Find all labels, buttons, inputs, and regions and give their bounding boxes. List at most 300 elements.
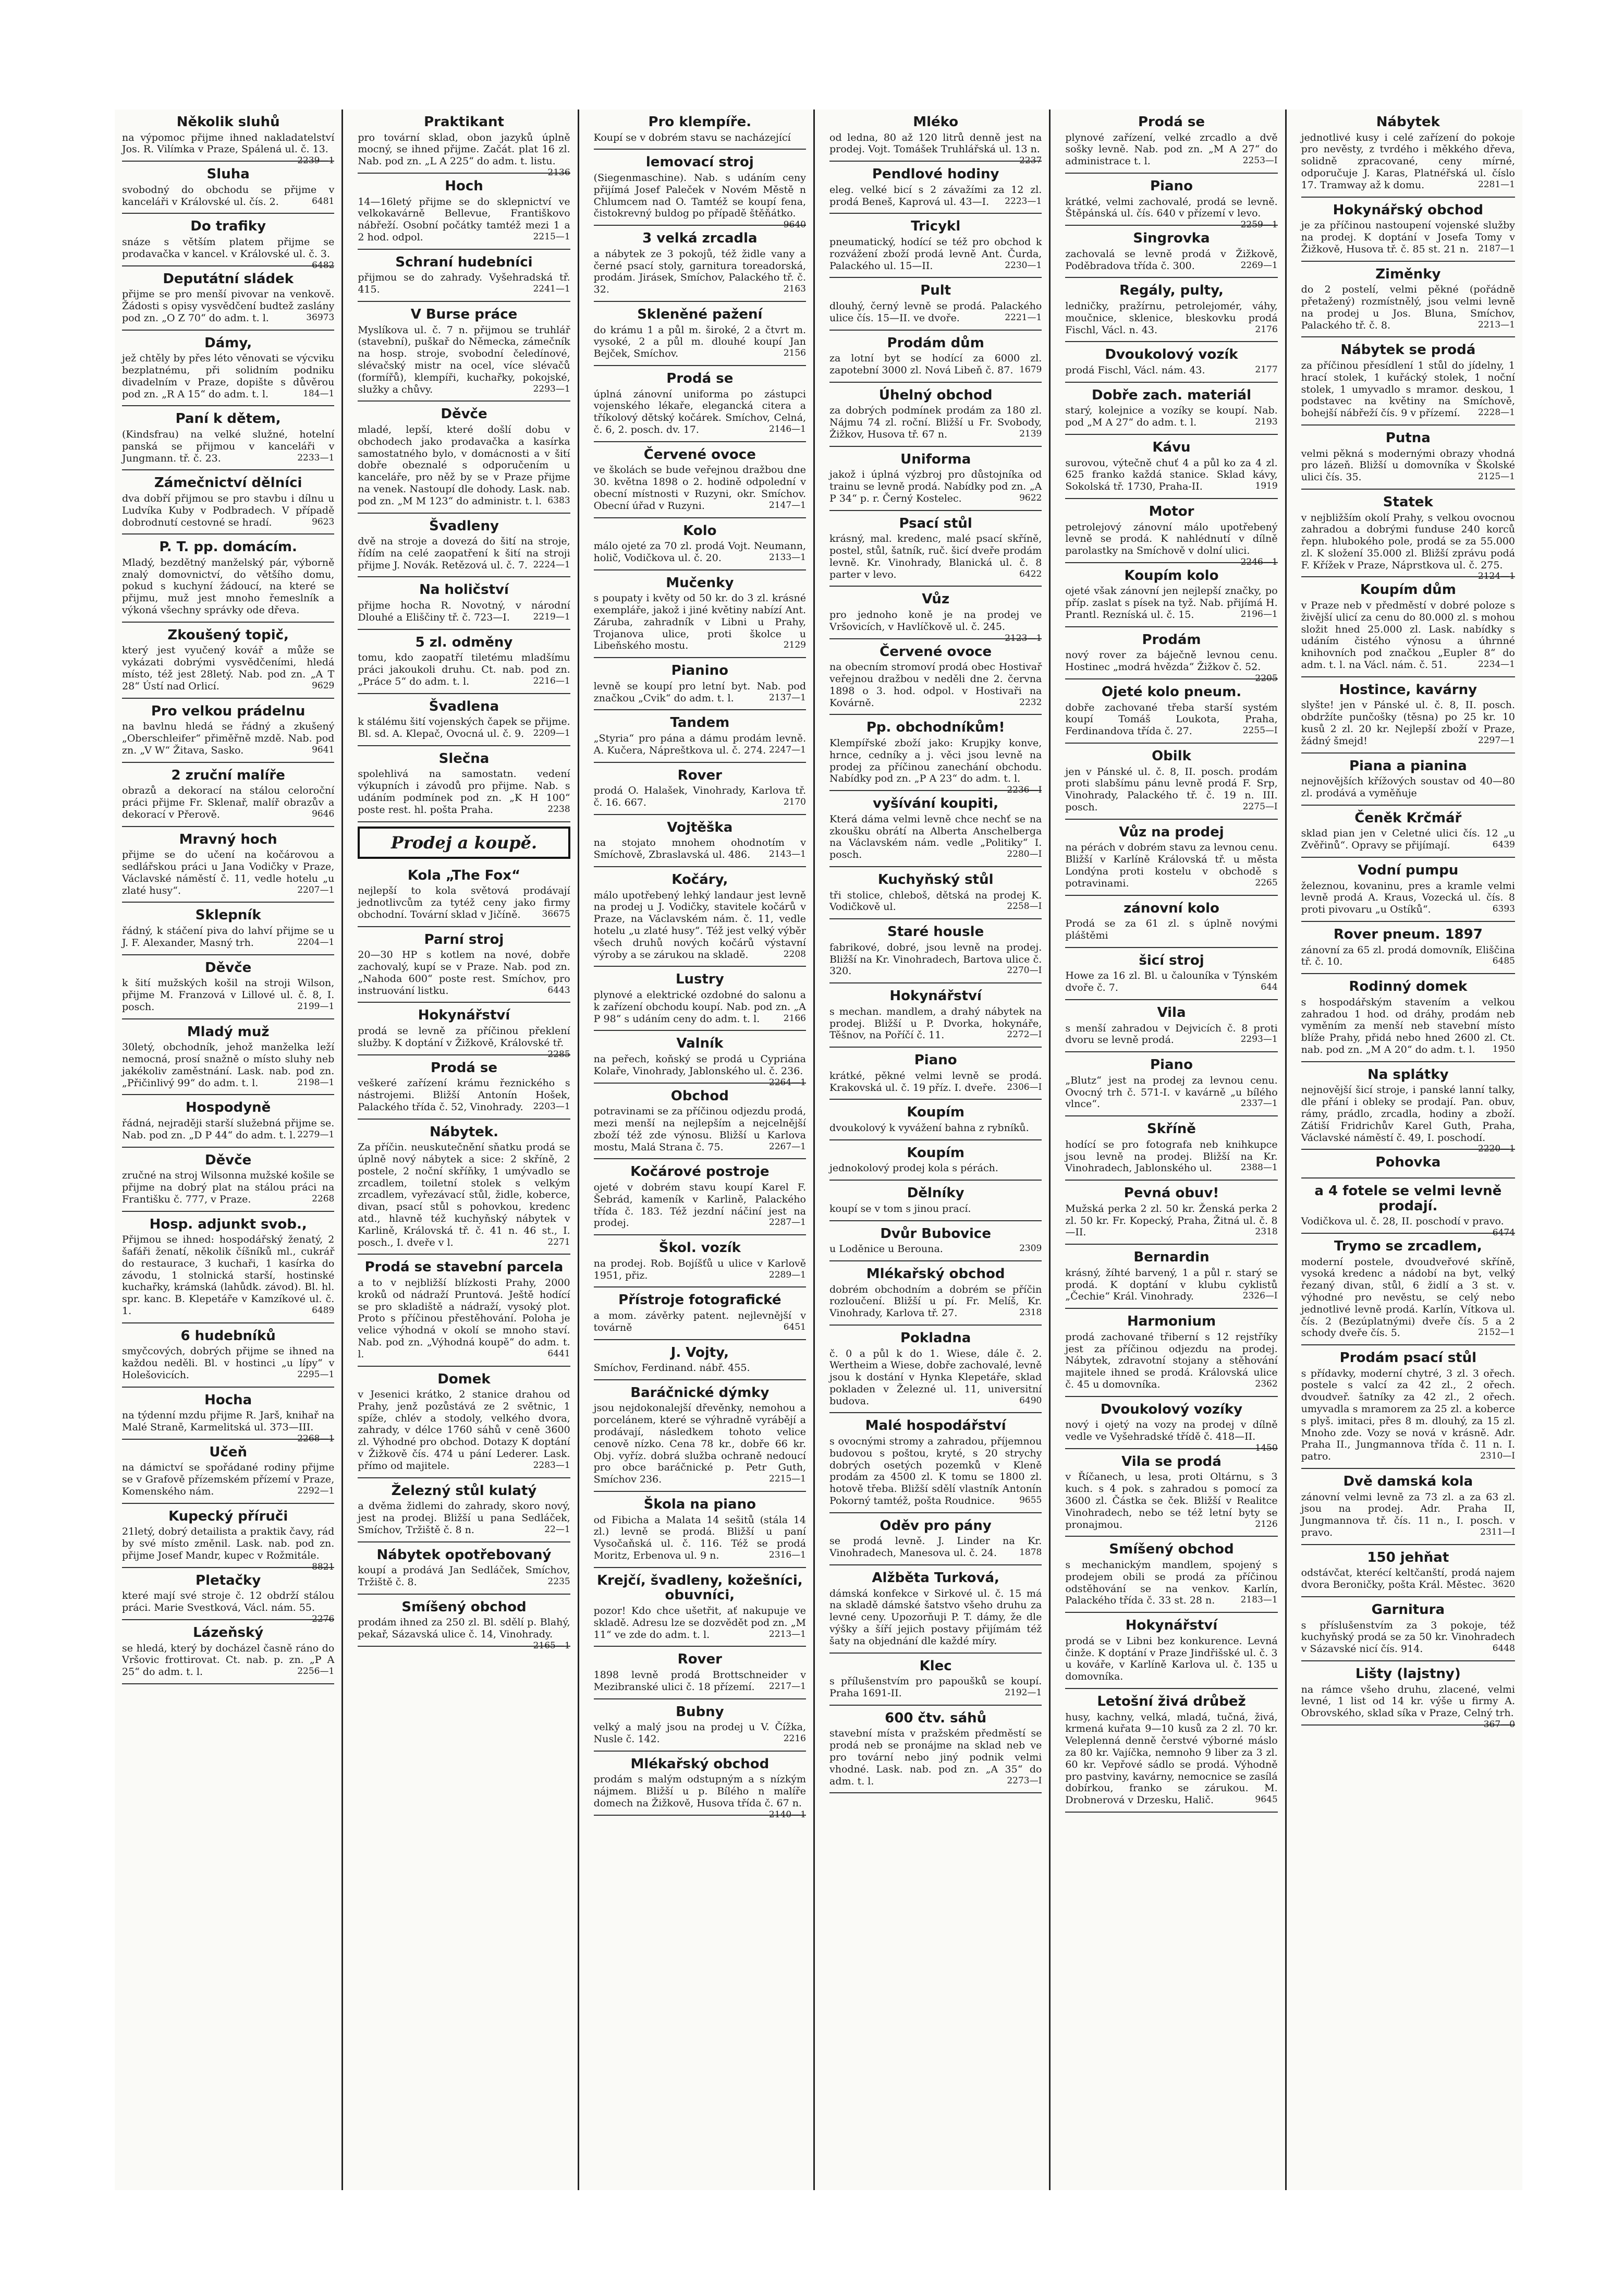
ad-body [829,1070,1042,1094]
ad-title: Piano [1150,178,1193,194]
ad-body [829,1535,1042,1559]
ad-title: zánovní kolo [1124,900,1219,916]
ad-number: 22—1 [544,1524,570,1535]
ad-body [594,248,806,296]
ad-title: Dvoukolový vozíky [1100,1401,1243,1417]
ad-text: dobře zachované třeba starší systém koupí Tomáš Loukota, Praha, Ferdinandova třída č. 27. [1065,701,1278,737]
ad-title: Nábytek [1376,114,1440,130]
classified-ad [358,746,570,822]
ad-number: 2123—1 [1005,633,1042,643]
ad-number: 2272—I [1007,1029,1042,1040]
ad-text: jakož i úplná výzbroj pro důstojníka od trainu se levně prodá. Nabídky pod zn. „A P 34“ p. r. Černý Kostelec. [829,469,1042,504]
classified-ad [594,1492,806,1568]
ad-title: Malé hospodářství [865,1418,1006,1434]
ad-body [594,681,806,704]
ad-number: 2285 [547,1049,570,1060]
classified-column [1058,110,1286,2190]
ad-number: 2316—1 [768,1550,806,1561]
ad-body [122,1041,334,1089]
ad-text: dva dobří přijmou se pro stavbu i dílnu u Ludvíka Kuby v Podbradech. V případě dobrodnutí cestovné se hradí. [122,492,335,528]
ad-title: Slečna [438,750,490,767]
classified-ad [594,110,806,150]
ad-number: 6393 [1492,904,1515,915]
ad-body [1301,1683,1515,1730]
ad-text: sklad pian jen v Celetné ulici čís. 12 „u Zvěřinů“. Opravy se přijímají. [1301,828,1515,852]
classified-ad [594,1568,806,1647]
ad-body [122,1643,334,1678]
classified-ad [829,1181,1042,1221]
classified-ad [829,278,1042,330]
classified-ad [594,366,806,442]
ad-body [829,942,1042,977]
ad-text: a dvěma židlemi do zahrady, skoro nový, jest na prodej. Bližší u pana Sedláček, Smíchov, Tržiště č. 8 n. [358,1500,570,1536]
ad-text: s mechan. mandlem, a drahý nábytek na prodej. Bližší u P. Dvorka, hokynáře, Těšnov, na Poříčí č. 11. [829,1005,1042,1041]
classified-ad [1301,1345,1515,1469]
ad-body [594,1605,806,1641]
classified-ad [1301,1661,1515,1730]
ad-text: hodící se pro fotografa neb knihkupce jsou levně na prodej. Bližší na Kr. Vinohradech, Jablonského ul. [1065,1138,1278,1174]
classified-ad [1065,1613,1277,1689]
classified-ad [1065,820,1277,896]
ad-title: Nábytek opotřebovaný [376,1547,552,1563]
ad-number: 2177 [1255,364,1278,375]
ad-title: Dvůr Bubovice [880,1225,991,1242]
ad-title: Obchod [670,1088,729,1104]
ad-title: Pokladna [900,1330,971,1346]
ad-text: starý, kolejnice a vozíky se koupí. Nab. pod „M A 27“ do adm. t. l. [1065,405,1278,429]
ad-text: Která dáma velmi levně chce nechť se na zkoušku obrátí na Alberta Anschelberga na Václavském nám. vedle „Politiky“ I. posch. [829,813,1042,861]
ad-text: Za příčin. neuskutečnění sňatku prodá se úplně nový nábytek a sice: 2 skříně, 2 postele, 2 noční skříňky, 1 umývadlo se zrcadlem, toiletní stolek s velkým zrcadlem, vyřezávací stůl, židle, koberce, divan, psací stůl s pohovkou, kredenc atd., hlavně též kuchyňský nábytek v Karlině, Královská tř. č. 41 n. 46 st., I. posch., I. dveře v l. [358,1141,570,1248]
ad-title: Železný stůl kulatý [391,1483,537,1499]
ad-title: Tandem [670,715,730,731]
ad-number: 644 [1261,982,1278,993]
ad-number: 2216—1 [533,675,570,686]
classified-ad [1065,1397,1278,1453]
ad-number: 2310—I [1480,1451,1515,1462]
ad-text: na stojato mnohem ohodnotím v Smíchově, Zbraslavská ul. 486. [593,837,806,861]
ad-body [829,1675,1042,1699]
ad-number: 2306—I [1007,1082,1042,1092]
ad-text: s přídavky, moderní chytré, 3 zl. 3 ořech. postele s valcí za 42 zl., 2 ořech. dvoudveř. šatníky za 42 zl., 2 ořech. umyvadla s mramorem za 25 zl. a koberce s plyš. imitaci, přes 8 m. dlouhý, za 15 zl. Mnoho zde. Vozy se nová v krásně. Adr. Praha II., Jungmannova třída č. 11 n. I. patro. [1301,1367,1515,1463]
ad-number: 2207—1 [297,884,335,895]
ad-number: 2170 [783,797,806,808]
ad-title: Koupím kolo [1124,567,1219,584]
ad-number: 2276 [312,1614,335,1625]
ad-title: Prodá se [1138,114,1205,130]
ad-body [594,733,806,757]
ad-body [829,661,1042,709]
ad-text: do krámu 1 a půl m. široké, 2 a čtvrt m. vysoké, 2 a půl m. dlouhé koupí Jan Bejček, Smíchov. [593,324,806,360]
ad-text: dobrém obchodním a dobrém se příčin rozloučení. Bližší u pí. Fr. Melíš, Kr. Vinohrady, Karlova tř. 27. [829,1283,1042,1319]
ad-title: Lustry [675,971,724,988]
ad-text: na prodej. Rob. Bojíšťů u ulice v Karlově 1951, přiz. [593,1257,806,1281]
ad-body [594,1402,806,1486]
classified-ad [829,1706,1042,1794]
ad-body [358,536,570,571]
ad-number: 2295—1 [297,1369,335,1380]
ad-body [358,1617,570,1651]
classified-ad [1065,1245,1277,1309]
classified-ad [358,110,570,178]
ad-text: husy, kachny, velká, mladá, tučná, živá, krmená kuřata 9—10 kusů za 2 zl. 70 kr. Veleplenná denně čerstvé výborné máslo za 80 kr. Vajíčka, nemnoho 9 liber za 3 zl. 60 kr. Vepřové sádlo se prodá. Výhodně pro pastviny, kavárny, nemocnice se zasílá dobírkou, franko se zárukou. M. Drobnerová v Drzesku, Halič. [1065,1711,1278,1806]
ad-text: tři stolice, chleboš, dětská na prodej K. Vodičkově ul. [829,889,1042,913]
ad-text: prodá O. Halašek, Vinohrady, Karlova tř. č. 16. 667. [593,785,806,809]
classified-ad [594,1084,806,1160]
ad-text: 1898 levně prodá Brottschneider v Mezibranské ulici č. 18 přízemí. [593,1669,806,1693]
ad-title: Koupím [907,1104,964,1121]
ad-title: Prodá se [666,370,734,386]
classified-ad [829,1326,1042,1414]
classified-ad [594,815,806,867]
ad-text: se prodá levně. J. Linder na Kr. Vinohradech, Manesova ul. č. 24. [829,1535,1042,1559]
ad-text: od ledna, 80 až 120 litrů denně jest na prodej. Vojt. Tomášek Truhlářská ul. 13 n. [829,131,1042,155]
ad-title: Učeň [209,1444,247,1460]
ad-title: Kočárové postroje [630,1164,770,1180]
ad-text: veškeré zařízení krámu řeznického s nástrojemi. Bližší Antonín Hošek, Palackého třída č. 52, Vinohrady. [358,1077,570,1113]
ad-text: „Blutz“ jest na prodej za levnou cenu. Ovocný trh č. 571-I. v kavárně „u bílého vlnce“. [1065,1074,1278,1110]
ad-number: 2224—1 [533,559,570,570]
ad-body [122,353,334,400]
ad-body [1065,1419,1278,1453]
classified-ad [594,302,806,366]
ad-text: Howe za 16 zl. Bl. u čalouníka v Týnském dvoře č. 7. [1065,970,1278,994]
ad-text: koupí se v tom s jinou prací. [829,1202,971,1214]
ad-number: 2125—1 [1478,471,1515,482]
ad-text: nejlepší to kola světová prodávají jednotlivcům za tytéž ceny jako firmy obchodní. Tovární sklad v Jičíně. [358,885,570,920]
ad-body [1065,521,1278,567]
ad-title: Prodá se [430,1060,498,1076]
classified-ad [594,570,806,659]
ad-title: Letošní živá drůbež [1097,1694,1246,1710]
ad-number: 9641 [312,744,335,755]
ad-title: Na holičství [419,582,509,598]
ad-text: levně se koupí pro letní byt. Nab. pod značkou „Cvik“ do adm. t. l. [593,680,806,704]
ad-body [1301,1368,1515,1463]
ad-text: je za příčinou nastoupení vojenské služby na prodej. K doptání v Josefa Tomy v Žižkově, Husova tř. č. 85 st. 21 n. [1301,220,1515,255]
ad-text: s přílušenstvím pro papoušků se koupí. Praha 1691-II. [829,1675,1042,1699]
ad-text: řádný, k stáčení piva do lahví přijme se u J. F. Alexander, Masný trh. [122,925,335,949]
ad-text: s ovocnými stromy a zahradou, příjemnou budovou s poštou, kryté, s 20 strychy dobrých osetých pozemků v Kleně prodám za 4500 zl. K tomu se 1800 zl. hotově třeba. Bližší sdělí vlastník Antonín Pokorný tamtéž, pošta Roudnice. [829,1436,1042,1507]
classified-ad [1065,627,1278,684]
ad-title: Děvče [205,1152,252,1168]
ad-number: 2256—1 [297,1666,335,1677]
classified-ad [122,1568,335,1625]
ad-text: Myslíkova ul. č. 7 n. přijmou se truhlář (stavební), puškař do Německa, zámečník na hosp. stroje, svobodní čeledínové, slévačský mistr na ocel, více slévačů (formířů), klempíři, kuchařky, pokojské, služky a chůvy. [358,324,570,395]
ad-number: 9655 [1019,1495,1042,1506]
ad-title: 150 jehňat [1367,1549,1449,1565]
ad-number: 2236—I [1007,785,1042,796]
ad-title: Kolo [683,523,717,539]
newspaper-page [115,110,1522,2190]
classified-ad [1065,1181,1277,1245]
ad-title: Prodá se stavební parcela [364,1259,564,1275]
classified-ad [829,983,1042,1048]
classified-ad [1301,262,1515,338]
classified-ad [829,1565,1042,1654]
ad-number: 2137—1 [768,692,806,703]
ad-number: 2233—1 [297,452,335,463]
ad-title: Alžběta Turková, [872,1570,999,1586]
ad-body [594,540,806,564]
ad-title: Škola na piano [643,1497,756,1513]
classified-ad [1301,1545,1515,1597]
ad-title: Ziměnky [1375,266,1441,282]
ad-title: Úhelný obchod [878,387,993,403]
classified-ad [358,174,570,250]
classified-ad [829,587,1042,643]
classified-ad [594,442,806,518]
ad-text: krásný, mal. kredenc, malé psací skříně, postel, stůl, šatník, ruč. šicí dveře prodám levně. Kr. Vinohrady, Blanická ul. č. 8 parter v levo. [829,533,1042,580]
ad-text: od Fibicha a Malata 14 sešitů (stála 14 zl.) levně se prodá. Bližší u paní Vysočaňská ul. č. 116. Též se prodá Moritz, Erbenova ul. 9 n. [593,1514,806,1562]
ad-text: jednokolový prodej kola s pérách. [829,1162,998,1174]
ad-text: krátké, velmi zachovalé, prodá se levně. Štěpánská ul. čís. 640 v přízemí v levo. [1065,196,1278,220]
ad-body [829,1284,1042,1319]
ad-title: Rodinný domek [1349,979,1468,995]
ad-title: Hokynářství [418,1007,510,1024]
ad-body [594,1669,806,1693]
classified-ad [829,791,1042,867]
classified-ad [1065,1116,1277,1181]
ad-title: Bubny [676,1704,724,1720]
classified-ad [122,266,334,331]
ad-body [122,557,334,616]
ad-text: svobodný do obchodu se přijme v kanceláři v Královské ul. čís. 2. [122,184,335,208]
ad-text: eleg. velké bicí s 2 závažími za 12 zl. prodá Beneš, Kaprová ul. 43—I. [829,184,1042,208]
ad-body [1065,457,1277,493]
ad-body [1065,1635,1277,1683]
ad-body [358,716,570,740]
ad-title: Prodám psací stůl [1339,1350,1477,1366]
ad-title: Nábytek se prodá [1340,342,1476,358]
ad-title: Kočáry, [671,872,728,888]
ad-body [829,813,1042,861]
classified-ad [1301,1062,1515,1155]
ad-body [1301,1567,1515,1591]
classified-ad [829,511,1042,587]
ad-text: a mom. závěrky patent. nejlevnější v továrně [593,1309,806,1333]
classified-ad [1301,677,1515,754]
ad-number: 2283—1 [533,1460,570,1471]
ad-body [829,609,1042,643]
classified-ad [829,1413,1042,1513]
ad-title: Červené ovoce [643,446,756,463]
classified-ad [1065,383,1277,435]
classified-ad [594,710,806,762]
ad-number: 2213—1 [1478,319,1515,330]
ad-text: velmi pěkná s modernými obrazy vhodná pro lázeň. Bližší u domovníka v Školské ulici čís. 35. [1301,447,1515,483]
ad-number: 2258—I [1007,901,1042,912]
ad-title: Přístroje fotografické [618,1292,782,1308]
classified-ad [1065,278,1277,342]
ad-body [122,1234,334,1317]
ad-body [829,1436,1042,1507]
ad-title: Valník [676,1036,724,1052]
ad-text: na dámictví se spořádané rodiny přijme se v Grafově přízemském přízemí v Praze, Komenského nám. [122,1462,335,1498]
ad-number: 2280—I [1007,849,1042,860]
ad-body [1065,1267,1277,1303]
ad-text: ve školách se bude veřejnou dražbou dne 30. května 1898 o 2. hodině odpolední v obecní místnosti v Ruzyni, okr. Smíchov. Obecní úřad v Ruzyni. [593,464,806,512]
ad-body [1065,585,1277,621]
ad-number: 2255—I [1242,725,1278,736]
ad-text: dámská konfekce v Sirkové ul. č. 15 má na skladě dámské šatstvo všeho druhu za levné ceny. Upozorňuji P. T. dámy, že dle výšky a šíří jejich postavy přijímám též šaty na objednání dle každé míry. [829,1587,1042,1647]
ad-number: 1878 [1019,1547,1042,1558]
ad-body [358,196,570,244]
ad-text: pozor! Kdo chce ušetřit, ať nakupuje ve skladě. Adresu lze se dozvědět pod zn. „M 11“ ve zde do adm. t. l. [593,1605,806,1641]
ad-title: Kávu [1152,439,1191,455]
ad-number: 2230—1 [1005,260,1042,271]
classified-ad [1065,1689,1277,1813]
ad-number: 2232 [1019,697,1042,708]
ad-number: 2165—1 [533,1641,570,1651]
ad-number: 2215—1 [768,1474,806,1485]
ad-text: u Loděnice u Berouna. [829,1243,943,1255]
ad-body [1301,600,1515,671]
ad-text: prodá zachované třiberní s 12 rejstříky jest za příčinou odjezdu na prodej. Nábytek, zdravotní stojany a stěhování majitele ihned se prodá. Královská ulice č. 45 u domovníka. [1065,1331,1278,1390]
ad-text: přijme hocha R. Novotný, v národní Dlouhé a Eliščiny tř. č. 723—I. [358,600,570,623]
ad-title: 600 čtv. sáhů [885,1710,987,1726]
classified-ad [122,1095,334,1147]
classified-ad [1065,1449,1277,1537]
ad-number: 9646 [312,808,335,819]
ad-text: tomu, kdo zaopatří tiletému mladšímu práci jakoukoli druhu. Ct. nab. pod zn. „Práce 5“ do adm. t. l. [358,652,570,687]
ad-number: 2237 [1019,155,1042,166]
ad-title: Prodám dům [887,335,984,351]
classified-ad [1301,490,1515,582]
ad-number: 184—1 [303,388,335,399]
ad-body [829,469,1042,504]
ad-text: ojeté v dobrém stavu koupí Karel F. Šebrád, kameník v Karlině, Palackého třída č. 183. Též jezdní náčiní jest na prodej. [593,1181,806,1229]
ad-text: mladé, lepší, které došlí dobu v obchodech jako prodavačka a kasírka samostatného bylo, v domácnosti a v šití dobře obeznalé s odporučením u kanceláře, pro něž by se v Praze přijme na venek. Nastoupí dle dohody. Lask. nab. pod zn. „M M 123“ do administr. t. l. [358,423,570,507]
ad-number: 2196—1 [1240,609,1278,620]
ad-body [1065,842,1277,889]
ad-body [594,1105,806,1153]
classified-ad [358,694,570,746]
ad-number: 2292—1 [297,1486,335,1497]
classified-ad [1301,1179,1515,1238]
ad-number: 2203—1 [533,1101,570,1112]
ad-number: 2297—1 [1478,735,1515,746]
ad-number: 1679 [1019,364,1042,375]
ad-number: 1950 [1492,1043,1515,1054]
ad-body [358,768,570,816]
ad-text: nejnovějších křížových soustav od 40—80 zl. prodává a vyměňuje [1301,775,1515,799]
ad-title: Regály, pulty, [1119,283,1224,299]
classified-ad [358,1255,570,1366]
ad-text: řádná, nejraději starší služebná přijme se. Nab. pod zn. „D P 44“ do adm. t. l. [122,1117,335,1141]
ad-number: 1919 [1255,481,1278,492]
ad-title: Lišty (lajstny) [1355,1666,1461,1682]
ad-number: 2126 [1255,1518,1278,1529]
ad-text: moderní postele, dvoudveřové skříně, vysoká kredenc a nádobí na byt, velký řezaný divan, stůl, 6 židlí a 3 st. v. výhodné pro nevěstu, se celý nebo jednotlivé levně prodá. Karlín, Vítkova ul. čís. 2 (Bezúplatnými) dveře čís. 5 a 2 schody dveře čís. 5. [1301,1256,1515,1339]
classified-ad [1301,426,1515,490]
ad-number: 2265 [1255,877,1278,888]
classified-ad [122,470,334,534]
ad-body [1301,132,1515,191]
classified-ad [122,331,334,407]
ad-title: Vila se prodá [1121,1453,1222,1469]
classified-ad [594,867,806,967]
ad-body [1065,1471,1277,1530]
ad-body [829,1203,1042,1215]
ad-body [122,1117,334,1141]
ad-title: Bernardin [1133,1249,1210,1266]
ad-body [358,1077,570,1113]
ad-title: Piana a pianina [1349,758,1467,774]
ad-number: 2139 [1019,428,1042,439]
ad-text: v Jesenici krátko, 2 stanice drahou od Prahy, jenž pozůstává ze 2 světnic, 1 spíže, chlév a stodoly, velkého dvora, zahrady, v délce 1760 sáhů v ceně 3600 zl. Výhodné pro obchod. Dotazy K doptání v Žižkově čís. 474 u pání Lederer. Lask. přímo od majitele. [358,1389,570,1472]
ad-body [122,1345,334,1381]
ad-title: Oděv pro pány [880,1517,992,1534]
ad-number: 2273—I [1007,1775,1042,1786]
ad-text: nový i ojetý na vozy na prodej v dílně vedle ve Vyšehradské třídě č. 418—II. [1065,1419,1278,1443]
classified-ad [829,715,1042,796]
ad-text: Mladý, bezdětný manželský pár, výborně znalý domovnictví, do většího domu, pokud s kuchyní žádoucí, na které se přijmu, muž jest mnoho řemeslník a výkoná všechny správky ode dřeva. [122,556,335,616]
classified-ad [358,1595,570,1651]
ad-title: 5 zl. odměny [415,634,513,650]
ad-text: 14—16letý přijme se do sklepnictví ve velkokavárně Bellevue, Františkovo nábřeží. Osobní počátky tamtéž mezi 1 a 2 hod. odpol. [358,196,570,243]
ad-title: Harmonium [1127,1314,1216,1330]
classified-ad [594,763,806,815]
ad-number: 9622 [1019,492,1042,503]
ad-number: 6485 [1492,956,1515,967]
ad-number: 2253—I [1242,155,1278,166]
ad-number: 2259—1 [1240,220,1278,230]
ad-number: 2239—1 [297,155,335,166]
ad-text: k stálému šití vojenských čapek se přijme. Bl. sd. A. Klepač, Ovocná ul. č. 9. [358,716,570,740]
classified-ad [122,1212,334,1323]
ad-title: Zkoušený topič, [167,627,289,643]
ad-body [1065,1139,1277,1174]
classified-ad [1065,435,1277,499]
ad-title: Skříně [1147,1121,1196,1137]
ad-number: 2213—1 [768,1629,806,1639]
classified-ad [594,1699,806,1752]
ad-text: ojeté však zánovní jen nejlepší značky, po příp. zaslat s písek na tyž. Nab. přijímá H. Prantl. Rezníská ul. č. 15. [1065,585,1278,621]
classified-ad [594,1235,806,1287]
ad-text: nový rover za báječně levnou cenu. Hostinec „modrá hvězda“ Žižkov č. 52. [1065,649,1278,673]
ad-title: Baráčnické dýmky [630,1384,770,1401]
classified-ad [1301,1469,1515,1545]
ad-text: dvě na stroje a dovezá do šití na stroje, řídím na celé zaopatření k šití na stroji přijme J. Novák. Retězová ul. č. 7. [358,536,570,571]
ad-number: 2246—1 [1240,556,1278,567]
classified-ad [829,110,1042,166]
ad-title: Vodní pumpu [1358,862,1459,879]
classified-ad [593,1752,806,1820]
ad-body [1065,132,1277,167]
ad-number: 6448 [1492,1643,1515,1654]
classified-column [822,110,1051,2190]
ad-body [1065,1023,1277,1047]
ad-text: odstávčat, kterécí keltčanští, prodá najem dvora Beroničky, pošta Král. Městec. [1301,1567,1515,1591]
classified-ad [1301,110,1515,198]
ad-text: č. 0 a půl k do 1. Wiese, dále č. 2. Wertheim a Wiese, dobře zachovalé, levně jsou k dostání v Hynka Klepetáře, sklad pokladen v Železné ul. 11, universitní budova. [829,1347,1042,1407]
classified-ad [1301,1597,1515,1661]
ad-number: 2267—1 [768,1141,806,1152]
classified-ad [122,1019,334,1096]
ad-title: Lázeňský [193,1625,264,1641]
classified-columns [115,110,1522,2190]
ad-title: Rover pneum. 1897 [1333,927,1483,942]
ad-body [594,1721,806,1745]
ad-body [1301,775,1515,799]
ad-body [122,131,335,166]
ad-number: 2270—I [1007,965,1042,976]
ad-body [122,1170,334,1205]
classified-column [115,110,343,2190]
ad-title: Zámečnictví dělníci [154,475,302,491]
ad-body [594,785,806,809]
ad-number: 2204—1 [297,937,335,947]
